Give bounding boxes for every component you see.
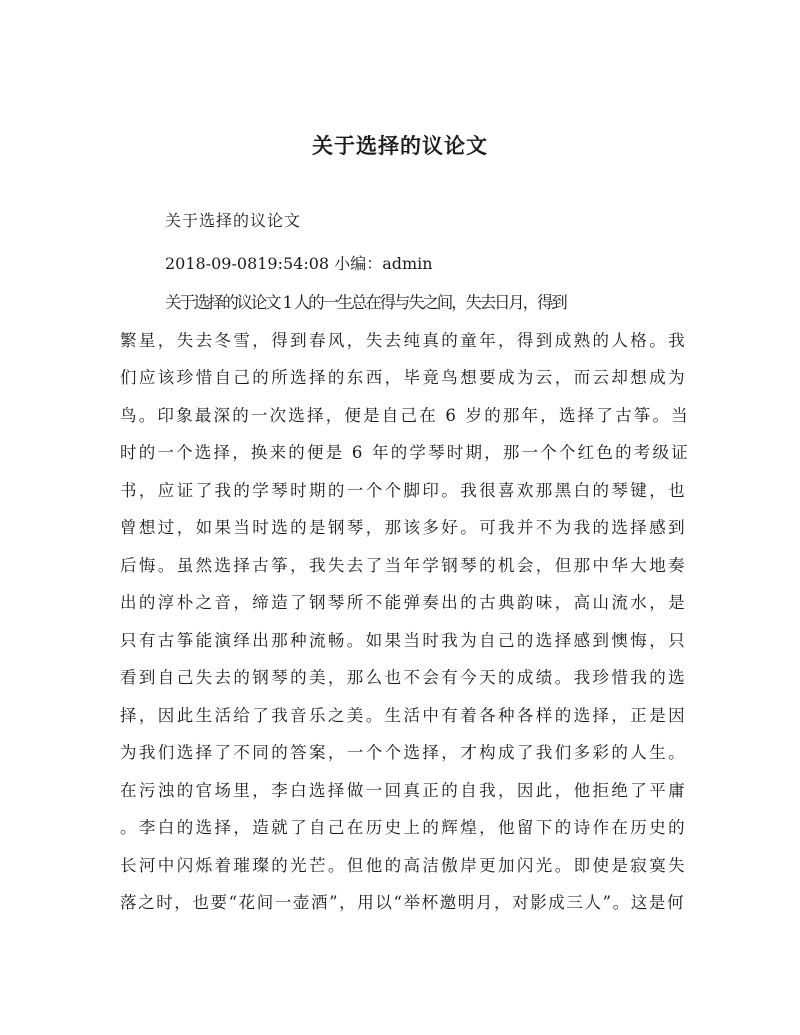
body-line: 关于选择的议论文 1 人的一生总在得与失之间，失去日月，得到	[165, 293, 566, 312]
body-line: 鸟。印象最深的一次选择，便是自己在 6 岁的那年，选择了古筝。当	[120, 405, 690, 425]
article-body	[120, 284, 690, 922]
body-line: 长河中闪烁着璀璨的光芒。但他的高洁傲岸更加闪光。即使是寂寞失	[120, 855, 687, 875]
body-line: 出的淳朴之音，缔造了钢琴所不能弹奏出的古典韵味，高山流水，是	[120, 593, 687, 612]
body-line: 曾想过，如果当时选的是钢琴，那该多好。可我并不为我的选择感到	[120, 518, 687, 537]
body-line: 在污浊的官场里，李白选择做一回真正的自我，因此，他拒绝了平庸	[120, 780, 687, 800]
body-line: 后悔。虽然选择古筝，我失去了当年学钢琴的机会，但那中华大地奏	[120, 555, 687, 575]
article-meta: 2018-09-0819:54:08 小编：admin	[165, 254, 433, 273]
body-line: 。李白的选择，造就了自己在历史上的辉煌，他留下的诗作在历史的	[120, 818, 687, 837]
body-line: 择，因此生活给了我音乐之美。生活中有着各种各样的选择，正是因	[120, 705, 687, 725]
body-line: 看到自己失去的钢琴的美，那么也不会有今天的成绩。我珍惜我的选	[120, 668, 687, 687]
body-line: 只有古筝能演绎出那种流畅。如果当时我为自己的选择感到懊悔，只	[120, 630, 687, 650]
body-line: 们应该珍惜自己的所选择的东西，毕竟鸟想要成为云，而云却想成为	[120, 368, 687, 387]
body-line: 繁星，失去冬雪，得到春风，失去纯真的童年，得到成熟的人格。我	[120, 330, 687, 350]
body-line: 时的一个选择，换来的便是 6 年的学琴时期，那一个个红色的考级证	[120, 443, 690, 462]
body-line: 落之时，也要“花间一壶酒”，用以“举杯邀明月，对影成三人”。这是何	[120, 893, 686, 912]
body-line: 为我们选择了不同的答案，一个个选择，才构成了我们多彩的人生。	[120, 743, 687, 762]
document-title: 关于选择的议论文	[312, 133, 488, 158]
body-line: 书，应证了我的学琴时期的一个个脚印。我很喜欢那黑白的琴键，也	[120, 480, 687, 500]
article-subheading: 关于选择的议论文	[165, 211, 302, 230]
